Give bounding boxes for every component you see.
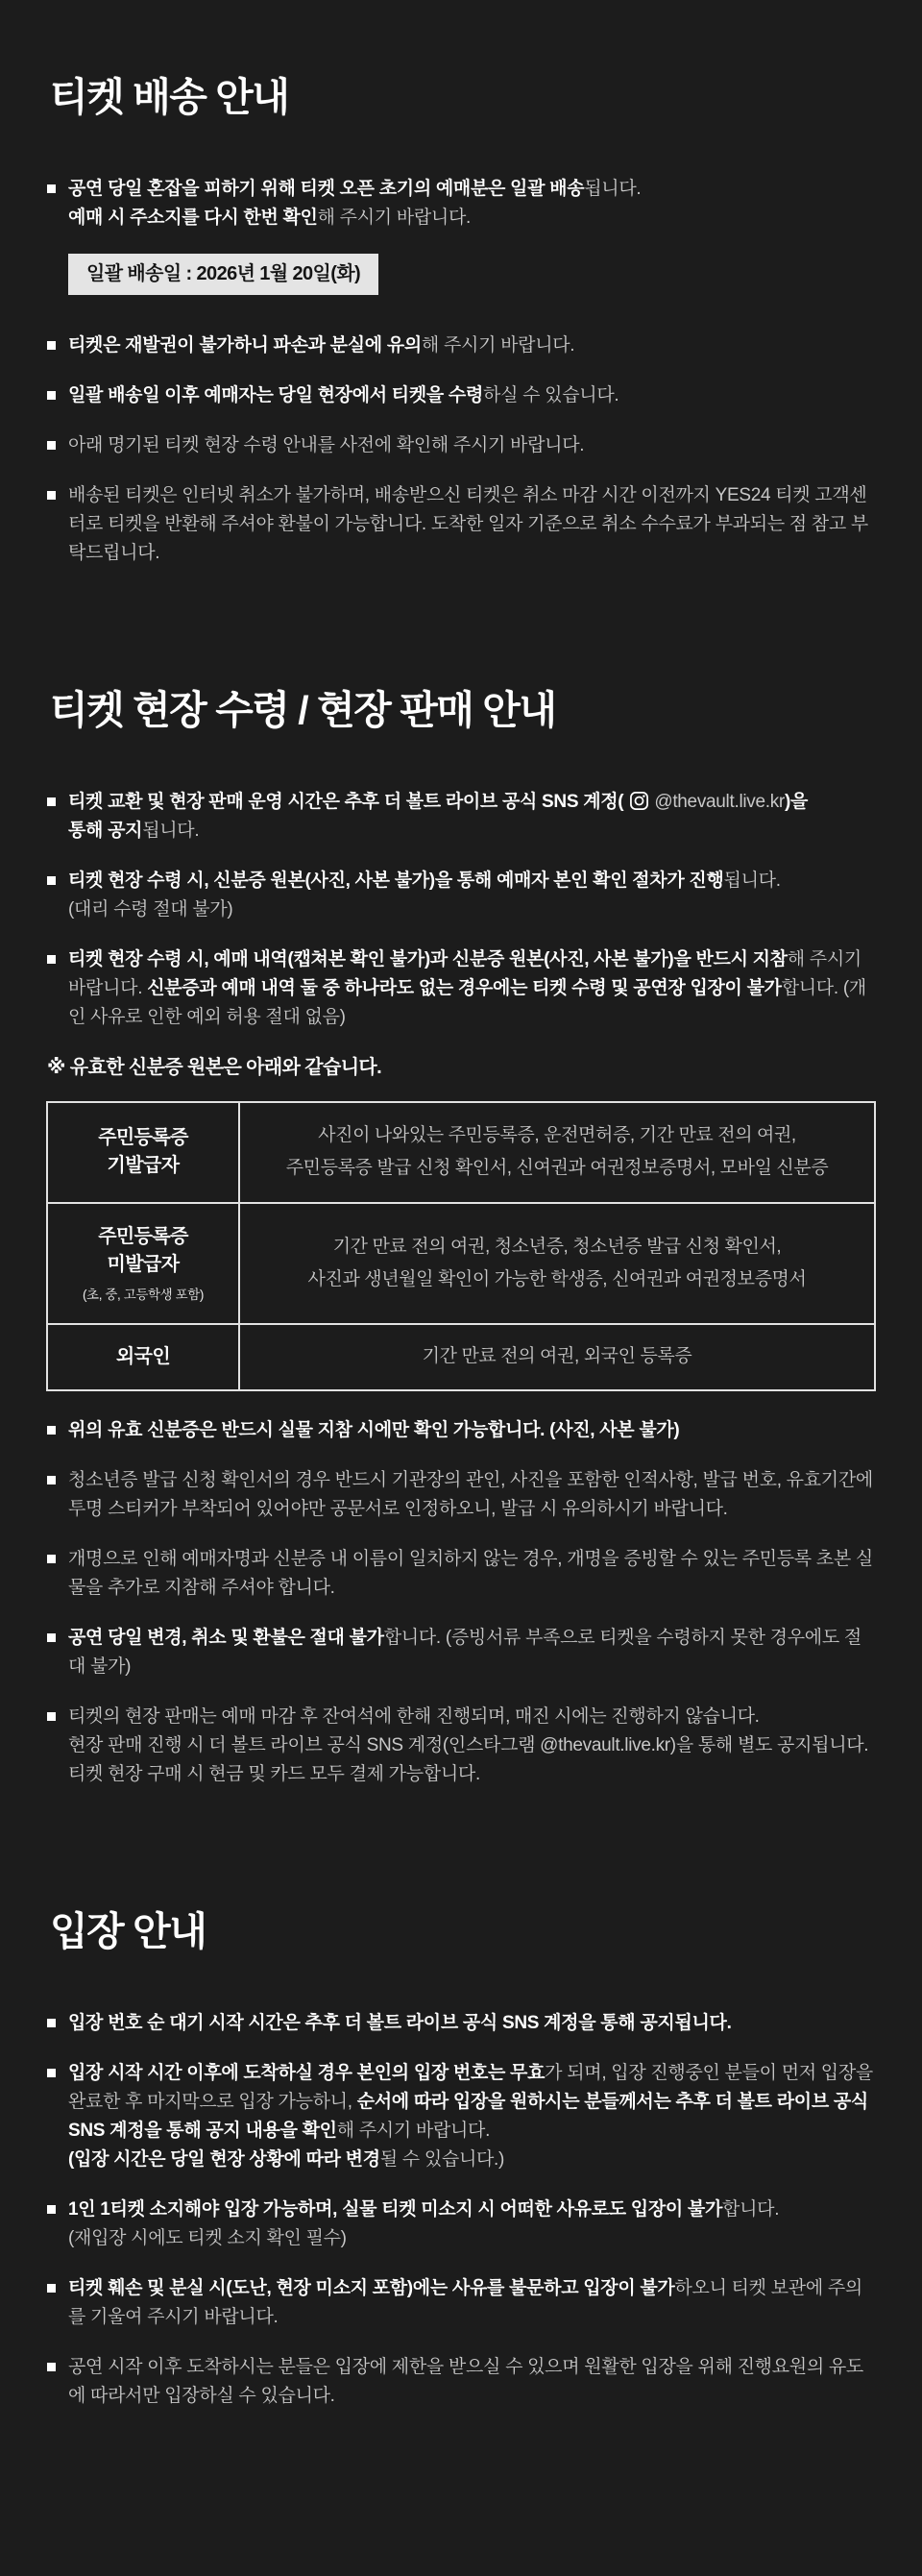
bullet-text: 개명으로 인해 예매자명과 신분증 내 이름이 일치하지 않는 경우, 개명을 증빙할 수 있는 주민등록 초본 실물을 추가로 지참해 주셔야 합니다. bbox=[68, 1548, 873, 1598]
bullet-text-emphasis: 예매 시 주소지를 다시 한번 확인 bbox=[68, 207, 318, 228]
notice-bullet bbox=[46, 1545, 876, 1603]
id-accepted-documents-line: 사진이 나와있는 주민등록증, 운전면허증, 기간 만료 전의 여권, bbox=[318, 1125, 796, 1146]
bullet-square-icon bbox=[47, 797, 56, 806]
bullet-text-emphasis: 위의 유효 신분증은 반드시 실물 지참 시에만 확인 가능합니다. (사진, 사본 불가) bbox=[68, 1419, 680, 1440]
notice-section bbox=[46, 75, 876, 568]
id-category-cell bbox=[47, 1203, 239, 1324]
notice-section bbox=[46, 688, 876, 1789]
bullet-square-icon bbox=[47, 391, 56, 400]
bullet-text: 해 주시기 바랍니다. bbox=[336, 2120, 491, 2141]
bullet-text: 해 주시기 바랍니다. bbox=[68, 948, 861, 998]
valid-id-note: ※ 유효한 신분증 원본은 아래와 같습니다. bbox=[47, 1056, 382, 1078]
id-table-row bbox=[46, 1101, 876, 1391]
bullet-text: 공연 시작 이후 도착하시는 분들은 입장에 제한을 받으실 수 있으며 원활한 입장을 위해 진행요원의 유도에 따라서만 입장하실 수 있습니다. bbox=[68, 2356, 863, 2406]
id-accepted-documents-line: 주민등록증 발급 신청 확인서, 신여권과 여권정보증명서, 모바일 신분증 bbox=[285, 1158, 829, 1179]
notice-bullet bbox=[46, 2059, 876, 2174]
section-title: 티켓 현장 수령 / 현장 판매 안내 bbox=[50, 687, 556, 732]
notice-item-list bbox=[46, 175, 876, 568]
table-row bbox=[47, 1102, 875, 1203]
notice-bullet bbox=[46, 175, 876, 233]
notice-item-list bbox=[46, 2009, 876, 2411]
bullet-text: 티켓의 현장 판매는 예매 마감 후 잔여석에 한해 진행되며, 매진 시에는 진행하지 않습니다. bbox=[68, 1705, 760, 1727]
bullet-text-emphasis: 공연 당일 변경, 취소 및 환불은 절대 불가 bbox=[68, 1627, 384, 1648]
bullet-text: 될 수 있습니다.) bbox=[379, 2148, 505, 2170]
notice-bullet bbox=[46, 867, 876, 924]
notice-bullet bbox=[46, 1466, 876, 1524]
bullet-text: @thevault.live.kr bbox=[654, 791, 785, 812]
bullet-text: 배송된 티켓은 인터넷 취소가 불가하며, 배송받으신 티켓은 취소 마감 시간 이전까지 YES24 티켓 고객센터로 티켓을 반환해 주셔야 환불이 가능합니다. 도착한 일자 기준으로 취소 수수료가 부과되는 점 참고 부탁드립니다. bbox=[68, 484, 868, 563]
bullet-text: 됩니다. bbox=[584, 178, 642, 199]
id-category-label: 외국인 bbox=[115, 1345, 171, 1367]
bullet-square-icon bbox=[47, 1555, 56, 1563]
notice-bullet bbox=[46, 2196, 876, 2253]
id-category-cell bbox=[47, 1102, 239, 1203]
notice-bullet bbox=[46, 481, 876, 568]
bullet-square-icon bbox=[47, 1633, 56, 1642]
notice-bullet bbox=[46, 1703, 876, 1789]
bullet-text: (재입장 시에도 티켓 소지 확인 필수) bbox=[68, 2227, 347, 2248]
id-accepted-documents-cell bbox=[239, 1324, 875, 1390]
bullet-text: 합니다. bbox=[722, 2198, 780, 2220]
notice-bullet bbox=[46, 431, 876, 460]
bullet-square-icon bbox=[47, 955, 56, 964]
bullet-text: 합니다. (증빙서류 부족으로 티켓을 수령하지 못한 경우에도 절대 불가) bbox=[68, 1627, 861, 1677]
bullet-text: (대리 수령 절대 불가) bbox=[68, 898, 233, 920]
id-category-label: 주민등록증 bbox=[98, 1226, 188, 1248]
bullet-text-emphasis: 입장 번호 순 대기 시작 시간은 추후 더 볼트 라이브 공식 SNS 계정을 통해 공지됩니다. bbox=[68, 2012, 732, 2033]
bullet-square-icon bbox=[47, 2019, 56, 2027]
bullet-text: 아래 명기된 티켓 현장 수령 안내를 사전에 확인해 주시기 바랍니다. bbox=[68, 434, 585, 455]
bullet-square-icon bbox=[47, 2284, 56, 2293]
bullet-text: 됩니다. bbox=[723, 870, 781, 891]
bullet-text: 현장 판매 진행 시 더 볼트 라이브 공식 SNS 계정(인스타그램 @thevault.live.kr)을 통해 별도 공지됩니다. 티켓 현장 구매 시 현금 및 카드 모두 결제 가능합니다. bbox=[68, 1734, 869, 1784]
bullet-square-icon bbox=[47, 2205, 56, 2214]
bullet-text-emphasis: (입장 시간은 당일 현장 상황에 따라 변경 bbox=[68, 2148, 380, 2170]
bullet-text: 합니다. (개인 사유로 인한 예외 허용 절대 없음) bbox=[68, 977, 866, 1027]
bullet-square-icon bbox=[47, 491, 56, 500]
id-accepted-documents-line: 기간 만료 전의 여권, 외국인 등록증 bbox=[422, 1346, 692, 1367]
delivery-date-badge: 일괄 배송일 : 2026년 1월 20일(화) bbox=[68, 254, 378, 295]
bullet-text-emphasis: 티켓 현장 수령 시, 예매 내역(캡쳐본 확인 불가)과 신분증 원본(사진, 사본 불가)을 반드시 지참 bbox=[68, 948, 788, 969]
table-row bbox=[47, 1324, 875, 1390]
bullet-text-emphasis: 통해 공지 bbox=[68, 820, 143, 841]
id-category-label: 기발급자 bbox=[107, 1155, 180, 1177]
notice-bullet bbox=[46, 2353, 876, 2411]
bullet-text: 됩니다. bbox=[142, 820, 200, 841]
id-accepted-documents-cell bbox=[239, 1102, 875, 1203]
valid-id-table bbox=[46, 1101, 876, 1391]
id-accepted-documents-cell bbox=[239, 1203, 875, 1324]
id-category-label: 주민등록증 bbox=[98, 1127, 188, 1149]
bullet-text: 청소년증 발급 신청 확인서의 경우 반드시 기관장의 관인, 사진을 포함한 인적사항, 발급 번호, 유효기간에 투명 스티커가 부착되어 있어야만 공문서로 인정하오니, 발급 시 유의하시기 바랍니다. bbox=[68, 1469, 873, 1519]
bullet-text-emphasis: 입장 시작 시간 이후에 도착하실 경우 본인의 입장 번호는 무효 bbox=[68, 2062, 546, 2083]
id-accepted-documents-line: 사진과 생년월일 확인이 가능한 학생증, 신여권과 여권정보증명서 bbox=[307, 1268, 807, 1289]
instagram-icon bbox=[629, 791, 649, 811]
bullet-text-emphasis: 신분증과 예매 내역 둘 중 하나라도 없는 경우에는 티켓 수령 및 공연장 입장이 불가 bbox=[147, 977, 782, 998]
bullet-text-emphasis: 티켓 훼손 및 분실 시(도난, 현장 미소지 포함)에는 사유를 불문하고 입장이 불가 bbox=[68, 2277, 675, 2298]
table-row bbox=[47, 1203, 875, 1324]
bullet-text-emphasis: 공연 당일 혼잡을 피하기 위해 티켓 오픈 초기의 예매분은 일괄 배송 bbox=[68, 178, 585, 199]
bullet-text-emphasis: 1인 1티켓 소지해야 입장 가능하며, 실물 티켓 미소지 시 어떠한 사유로도 입장이 불가 bbox=[68, 2198, 723, 2220]
section-title: 티켓 배송 안내 bbox=[50, 75, 289, 119]
bullet-square-icon bbox=[47, 341, 56, 350]
bullet-text: 해 주시기 바랍니다. bbox=[317, 207, 471, 228]
bullet-text-emphasis: 일괄 배송일 이후 예매자는 당일 현장에서 티켓을 수령 bbox=[68, 384, 484, 405]
id-category-cell bbox=[47, 1324, 239, 1390]
bullet-square-icon bbox=[47, 2363, 56, 2371]
bullet-text-emphasis: )을 bbox=[784, 791, 809, 812]
notice-bullet bbox=[46, 788, 876, 846]
id-category-label: 미발급자 bbox=[107, 1254, 180, 1276]
section-title: 입장 안내 bbox=[50, 1908, 206, 1953]
notice-section bbox=[46, 1909, 876, 2411]
bullet-text-emphasis: 티켓은 재발권이 불가하니 파손과 분실에 유의 bbox=[68, 334, 422, 356]
bullet-square-icon bbox=[47, 2069, 56, 2077]
notice-item-list bbox=[46, 788, 876, 1789]
notice-bullet bbox=[46, 381, 876, 410]
bullet-text-emphasis: 티켓 현장 수령 시, 신분증 원본(사진, 사본 불가)을 통해 예매자 본인 확인 절차가 진행 bbox=[68, 870, 724, 891]
notice-bullet bbox=[46, 331, 876, 360]
bullet-square-icon bbox=[47, 876, 56, 885]
bullet-text: 하실 수 있습니다. bbox=[483, 384, 619, 405]
bullet-square-icon bbox=[47, 1476, 56, 1484]
notice-bullet bbox=[46, 1624, 876, 1681]
bullet-text: 가 되며, 입장 진행중인 분들이 먼저 입장을 완료한 후 마지막으로 입장 가능하니, bbox=[68, 2062, 873, 2112]
bullet-text-emphasis: 티켓 교환 및 현장 판매 운영 시간은 추후 더 볼트 라이브 공식 SNS 계정( bbox=[68, 791, 624, 812]
bullet-square-icon bbox=[47, 1426, 56, 1435]
bullet-square-icon bbox=[47, 441, 56, 450]
notice-bullet bbox=[46, 2009, 876, 2038]
bullet-square-icon bbox=[47, 184, 56, 193]
delivery-date-badge-row bbox=[46, 254, 876, 295]
bullet-square-icon bbox=[47, 1712, 56, 1721]
notice-bullet bbox=[46, 945, 876, 1032]
notice-bullet bbox=[46, 2274, 876, 2332]
bullet-text: 해 주시기 바랍니다. bbox=[421, 334, 575, 356]
id-category-sublabel: (초, 중, 고등학생 포함) bbox=[82, 1288, 205, 1303]
bullet-text: 하오니 티켓 보관에 주의를 기울여 주시기 바랍니다. bbox=[68, 2277, 862, 2327]
notice-bullet bbox=[46, 1416, 876, 1445]
bullet-text-emphasis: 순서에 따라 입장을 원하시는 분들께서는 추후 더 볼트 라이브 공식 SNS 계정을 통해 공지 내용을 확인 bbox=[68, 2091, 868, 2141]
id-accepted-documents-line: 기간 만료 전의 여권, 청소년증, 청소년증 발급 신청 확인서, bbox=[332, 1236, 782, 1257]
